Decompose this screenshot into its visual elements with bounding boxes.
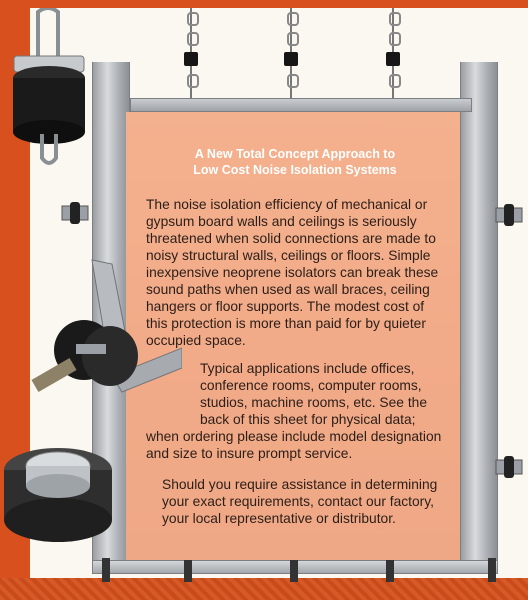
ordering-paragraph: when ordering please include model designation and size to insure prompt service.: [146, 429, 442, 461]
wall-bracket-icon: [494, 452, 524, 482]
ceiling-hanger-icon: [386, 8, 400, 100]
ceiling-hanger-isolator-icon: [8, 8, 88, 168]
structural-ceiling: [0, 0, 528, 8]
metal-stud-right: [460, 62, 498, 572]
ceiling-channel: [130, 98, 472, 112]
wall-bracket-icon: [494, 200, 524, 230]
headline: [150, 146, 440, 178]
ceiling-hanger-icon: [284, 8, 298, 100]
wall-bracket-icon: [60, 198, 90, 228]
ceiling-hanger-icon: [184, 8, 198, 100]
anchor-bolt-icon: [290, 558, 298, 582]
assistance-paragraph: Should you require assistance in determining your exact requirements, contact our factory, your local representative or distributor.: [162, 477, 438, 526]
anchor-bolt-icon: [386, 558, 394, 582]
applications-paragraph: Typical applications include offices, conference rooms, computer rooms, studios, machine rooms, etc. See the back of this sheet for physical data;: [200, 361, 427, 427]
headline-line-1: A New Total Concept Approach to: [194, 147, 396, 161]
anchor-bolt-icon: [102, 558, 110, 582]
anchor-bolt-icon: [184, 558, 192, 582]
headline-line-2: Low Cost Noise Isolation Systems: [193, 163, 397, 177]
intro-paragraph: The noise isolation efficiency of mechanical or gypsum board walls and ceilings is seriously threatened when solid connections are made to noisy structural walls, ceilings or floors. Simple inexpensive neoprene isolators can break these sound paths when used as wall braces, ceiling hangers or floor supports. The modest cost of this protection is more than paid for by quieter occupied space.: [146, 197, 439, 348]
floor-mount-isolator-icon: [0, 430, 120, 550]
anchor-bolt-icon: [488, 558, 496, 582]
structural-floor: [0, 578, 528, 600]
